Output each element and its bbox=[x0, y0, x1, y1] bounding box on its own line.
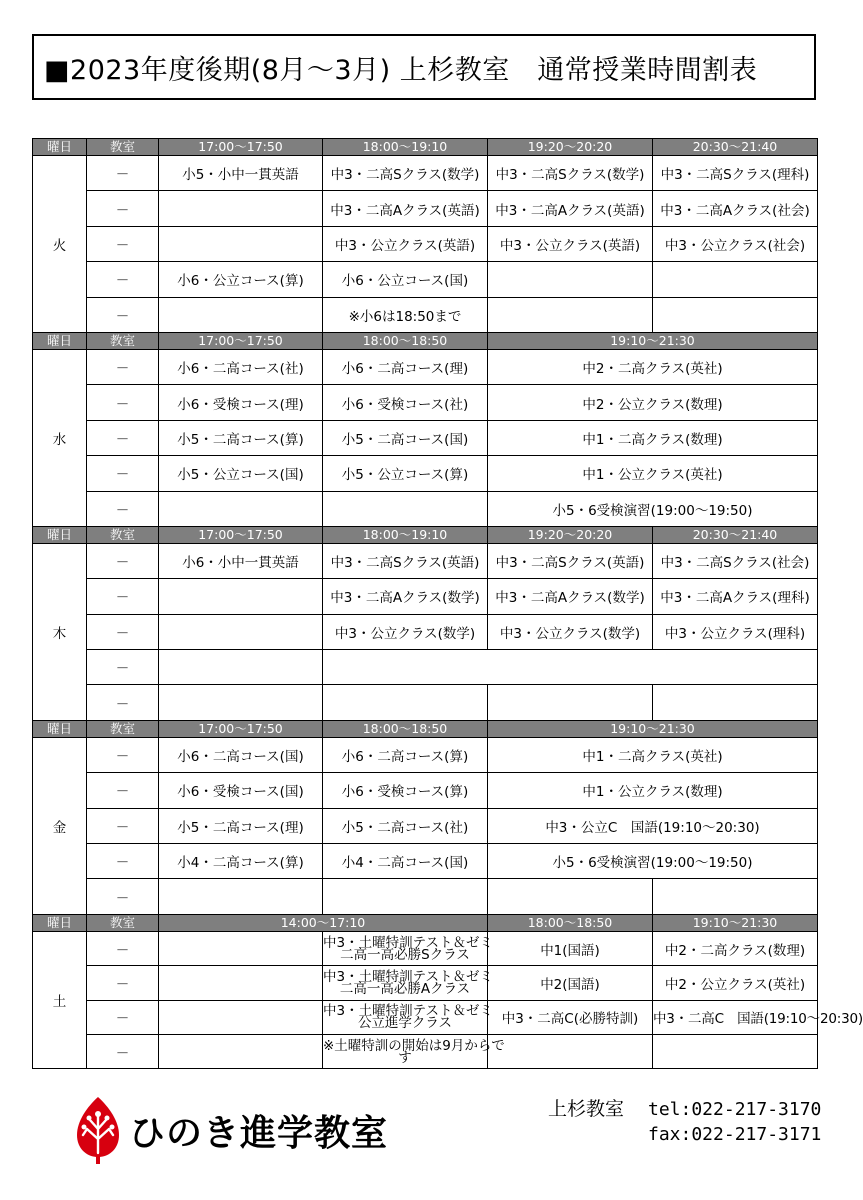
time-header: 19:10～21:30 bbox=[653, 914, 818, 931]
table-row bbox=[33, 297, 818, 332]
class-cell bbox=[653, 297, 818, 332]
class-cell bbox=[159, 1034, 323, 1068]
day-cell-tue: 火 bbox=[33, 156, 87, 333]
class-cell: 中3・公立C 国語(19:10～20:30) bbox=[488, 808, 818, 843]
room-cell: － bbox=[87, 685, 159, 720]
tel-number: tel:022-217-3170 bbox=[648, 1099, 822, 1120]
class-cell bbox=[159, 931, 323, 965]
class-cell: 中3・公立クラス(理科) bbox=[653, 614, 818, 649]
table-row bbox=[33, 614, 818, 649]
brand-name: ひのき進学教室 bbox=[129, 1112, 389, 1154]
page-title: ■2023年度後期(8月～3月) 上杉教室 通常授業時間割表 bbox=[44, 54, 758, 86]
class-cell: 中3・二高C(必勝特訓) bbox=[488, 1000, 653, 1034]
cell-line: 二高一高必勝Aクラス bbox=[339, 980, 471, 997]
class-cell: 小5・二高コース(国) bbox=[323, 420, 488, 455]
table-row bbox=[33, 226, 818, 261]
table-row bbox=[33, 808, 818, 843]
class-cell: 中3・二高Aクラス(数学) bbox=[488, 579, 653, 614]
room-cell: － bbox=[87, 420, 159, 455]
header-row-thu bbox=[33, 526, 818, 543]
header-row-fri bbox=[33, 720, 818, 737]
day-header: 曜日 bbox=[33, 914, 87, 931]
class-cell: 中2・公立クラス(数理) bbox=[488, 385, 818, 420]
class-cell: 中1・二高クラス(数理) bbox=[488, 420, 818, 455]
class-cell: 中3・公立クラス(数学) bbox=[323, 614, 488, 649]
class-cell bbox=[159, 966, 323, 1000]
school-name: 上杉教室 bbox=[548, 1098, 625, 1120]
class-cell: 中3・二高C 国語(19:10～20:30) bbox=[653, 1000, 818, 1034]
room-cell: － bbox=[87, 737, 159, 772]
class-cell: 中3・二高Sクラス(英語) bbox=[488, 543, 653, 578]
table-row bbox=[33, 1034, 818, 1068]
room-cell: － bbox=[87, 191, 159, 226]
time-header: 19:20～20:20 bbox=[488, 139, 653, 156]
class-cell: 小6・公立コース(算) bbox=[159, 262, 323, 297]
class-cell bbox=[323, 966, 494, 1000]
time-header: 20:30～21:40 bbox=[653, 526, 818, 543]
class-cell: 小6・二高コース(社) bbox=[159, 349, 323, 384]
hinoki-leaf-logo-icon bbox=[75, 1095, 121, 1165]
day-header: 曜日 bbox=[33, 720, 87, 737]
day-header: 曜日 bbox=[33, 526, 87, 543]
day-header: 曜日 bbox=[33, 332, 87, 349]
room-cell: － bbox=[87, 1000, 159, 1034]
room-cell: － bbox=[87, 773, 159, 808]
class-cell: 小4・二高コース(算) bbox=[159, 844, 323, 879]
room-header: 教室 bbox=[87, 526, 159, 543]
table-row bbox=[33, 966, 818, 1000]
time-header: 18:00～18:50 bbox=[488, 914, 653, 931]
time-header: 19:20～20:20 bbox=[488, 526, 653, 543]
day-cell-sat: 土 bbox=[33, 931, 87, 1069]
table-row bbox=[33, 737, 818, 772]
class-cell: 中2(国語) bbox=[488, 966, 653, 1000]
cell-line: 二高一高必勝Sクラス bbox=[340, 946, 470, 963]
class-cell: 中3・公立クラス(数学) bbox=[488, 614, 653, 649]
fax-number: fax:022-217-3171 bbox=[648, 1124, 822, 1145]
class-cell: 小6・受検コース(算) bbox=[323, 773, 488, 808]
time-header: 18:00～19:10 bbox=[323, 526, 488, 543]
class-cell: 中1・公立クラス(数理) bbox=[488, 773, 818, 808]
class-cell: 中3・二高Sクラス(数学) bbox=[488, 156, 653, 191]
table-row bbox=[33, 262, 818, 297]
class-cell bbox=[159, 1000, 323, 1034]
class-cell: 小5・二高コース(理) bbox=[159, 808, 323, 843]
table-row bbox=[33, 385, 818, 420]
class-cell: 小6・二高コース(算) bbox=[323, 737, 488, 772]
table-row bbox=[33, 191, 818, 226]
contact-row bbox=[548, 1097, 821, 1122]
table-row bbox=[33, 156, 818, 191]
cell-line: 中3・土曜特訓テスト＆ゼミ bbox=[323, 1003, 494, 1020]
header-row-tue bbox=[33, 139, 818, 156]
class-cell bbox=[159, 579, 323, 614]
cell-line: 中3・土曜特訓テスト＆ゼミ bbox=[323, 934, 494, 951]
header-row-sat bbox=[33, 914, 818, 931]
room-header: 教室 bbox=[87, 139, 159, 156]
room-cell: － bbox=[87, 543, 159, 578]
class-cell: 小6・受検コース(社) bbox=[323, 385, 488, 420]
class-cell: 中3・公立クラス(社会) bbox=[653, 226, 818, 261]
class-cell: 中1・公立クラス(英社) bbox=[488, 456, 818, 491]
class-cell: 中1・二高クラス(英社) bbox=[488, 737, 818, 772]
class-cell: 中1(国語) bbox=[488, 931, 653, 965]
class-cell: 中3・二高Aクラス(理科) bbox=[653, 579, 818, 614]
note-cell: ※小6は18:50まで bbox=[323, 297, 488, 332]
room-cell: － bbox=[87, 966, 159, 1000]
class-cell: 中3・二高Aクラス(英語) bbox=[488, 191, 653, 226]
time-header: 17:00～17:50 bbox=[159, 720, 323, 737]
class-cell: 小4・二高コース(国) bbox=[323, 844, 488, 879]
class-cell: 中3・二高Sクラス(英語) bbox=[323, 543, 488, 578]
room-cell: － bbox=[87, 262, 159, 297]
room-cell: － bbox=[87, 349, 159, 384]
class-cell: 中3・二高Aクラス(英語) bbox=[323, 191, 488, 226]
class-cell bbox=[488, 685, 653, 720]
time-header: 18:00～18:50 bbox=[323, 720, 488, 737]
table-row bbox=[33, 650, 818, 685]
note-cell bbox=[323, 1034, 505, 1068]
table-row bbox=[33, 579, 818, 614]
time-header: 20:30～21:40 bbox=[653, 139, 818, 156]
class-cell: 小5・6受検演習(19:00～19:50) bbox=[488, 844, 818, 879]
class-cell bbox=[488, 1034, 653, 1068]
class-cell bbox=[323, 650, 818, 685]
class-cell: 小6・二高コース(理) bbox=[323, 349, 488, 384]
room-header: 教室 bbox=[87, 720, 159, 737]
class-cell bbox=[159, 879, 323, 914]
class-cell bbox=[159, 297, 323, 332]
class-cell bbox=[323, 879, 488, 914]
class-cell: 中3・二高Sクラス(数学) bbox=[323, 156, 488, 191]
time-header: 14:00～17:10 bbox=[159, 914, 488, 931]
class-cell: 小5・6受検演習(19:00～19:50) bbox=[488, 491, 818, 526]
class-cell bbox=[159, 191, 323, 226]
room-cell: － bbox=[87, 491, 159, 526]
room-cell: － bbox=[87, 297, 159, 332]
class-cell: 中3・二高Aクラス(数学) bbox=[323, 579, 488, 614]
class-cell bbox=[653, 879, 818, 914]
class-cell bbox=[159, 226, 323, 261]
day-cell-thu: 木 bbox=[33, 543, 87, 720]
time-header: 17:00～17:50 bbox=[159, 332, 323, 349]
class-cell: 中2・二高クラス(数理) bbox=[653, 931, 818, 965]
class-cell bbox=[488, 879, 653, 914]
class-cell: 小5・二高コース(算) bbox=[159, 420, 323, 455]
table-row bbox=[33, 1000, 818, 1034]
day-cell-wed: 水 bbox=[33, 349, 87, 526]
table-row bbox=[33, 879, 818, 914]
class-cell: 中3・公立クラス(英語) bbox=[323, 226, 488, 261]
time-header: 18:00～19:10 bbox=[323, 139, 488, 156]
cell-line: 中3・土曜特訓テスト＆ゼミ bbox=[323, 968, 494, 985]
contact-row bbox=[548, 1122, 821, 1147]
contact-info bbox=[548, 1097, 821, 1147]
class-cell: 小6・小中一貫英語 bbox=[159, 543, 323, 578]
cell-line: す bbox=[398, 1049, 412, 1066]
time-header: 18:00～18:50 bbox=[323, 332, 488, 349]
table-row bbox=[33, 543, 818, 578]
table-row bbox=[33, 931, 818, 965]
room-cell: － bbox=[87, 879, 159, 914]
class-cell bbox=[159, 614, 323, 649]
class-cell: 小6・受検コース(理) bbox=[159, 385, 323, 420]
class-cell: 小5・公立コース(国) bbox=[159, 456, 323, 491]
cell-line: ※土曜特訓の開始は9月からで bbox=[323, 1037, 505, 1054]
class-cell: 小6・受検コース(国) bbox=[159, 773, 323, 808]
class-cell: 中3・二高Sクラス(社会) bbox=[653, 543, 818, 578]
room-cell: － bbox=[87, 650, 159, 685]
header-row-wed bbox=[33, 332, 818, 349]
class-cell: 中2・二高クラス(英社) bbox=[488, 349, 818, 384]
class-cell: 中3・公立クラス(英語) bbox=[488, 226, 653, 261]
room-cell: － bbox=[87, 156, 159, 191]
class-cell: 中2・公立クラス(英社) bbox=[653, 966, 818, 1000]
room-cell: － bbox=[87, 1034, 159, 1068]
room-header: 教室 bbox=[87, 914, 159, 931]
title-box bbox=[32, 34, 816, 100]
footer-logo bbox=[75, 1095, 388, 1165]
class-cell bbox=[653, 685, 818, 720]
class-cell: 小5・小中一貫英語 bbox=[159, 156, 323, 191]
room-cell: － bbox=[87, 844, 159, 879]
table-row bbox=[33, 491, 818, 526]
class-cell: 小5・公立コース(算) bbox=[323, 456, 488, 491]
cell-line: 公立進学クラス bbox=[357, 1015, 453, 1032]
timetable bbox=[32, 138, 863, 1069]
class-cell: 小5・二高コース(社) bbox=[323, 808, 488, 843]
class-cell bbox=[488, 297, 653, 332]
room-cell: － bbox=[87, 385, 159, 420]
table-row bbox=[33, 844, 818, 879]
time-header: 17:00～17:50 bbox=[159, 526, 323, 543]
class-cell bbox=[159, 491, 323, 526]
room-cell: － bbox=[87, 614, 159, 649]
class-cell bbox=[159, 685, 323, 720]
class-cell bbox=[653, 1034, 818, 1068]
time-header: 19:10～21:30 bbox=[488, 720, 818, 737]
table-row bbox=[33, 773, 818, 808]
table-row bbox=[33, 349, 818, 384]
class-cell bbox=[323, 931, 494, 965]
room-cell: － bbox=[87, 226, 159, 261]
table-row bbox=[33, 420, 818, 455]
class-cell bbox=[159, 650, 323, 685]
room-header: 教室 bbox=[87, 332, 159, 349]
school-spacer bbox=[548, 1122, 648, 1147]
room-cell: － bbox=[87, 808, 159, 843]
class-cell: 小6・公立コース(国) bbox=[323, 262, 488, 297]
class-cell bbox=[323, 685, 488, 720]
day-header: 曜日 bbox=[33, 139, 87, 156]
class-cell bbox=[323, 1000, 494, 1034]
table-row bbox=[33, 456, 818, 491]
room-cell: － bbox=[87, 931, 159, 965]
day-cell-fri: 金 bbox=[33, 737, 87, 914]
room-cell: － bbox=[87, 579, 159, 614]
class-cell bbox=[488, 262, 653, 297]
class-cell bbox=[323, 491, 488, 526]
time-header: 19:10～21:30 bbox=[488, 332, 818, 349]
table-row bbox=[33, 685, 818, 720]
time-header: 17:00～17:50 bbox=[159, 139, 323, 156]
class-cell: 小6・二高コース(国) bbox=[159, 737, 323, 772]
class-cell: 中3・二高Sクラス(理科) bbox=[653, 156, 818, 191]
room-cell: － bbox=[87, 456, 159, 491]
class-cell bbox=[653, 262, 818, 297]
class-cell: 中3・二高Aクラス(社会) bbox=[653, 191, 818, 226]
